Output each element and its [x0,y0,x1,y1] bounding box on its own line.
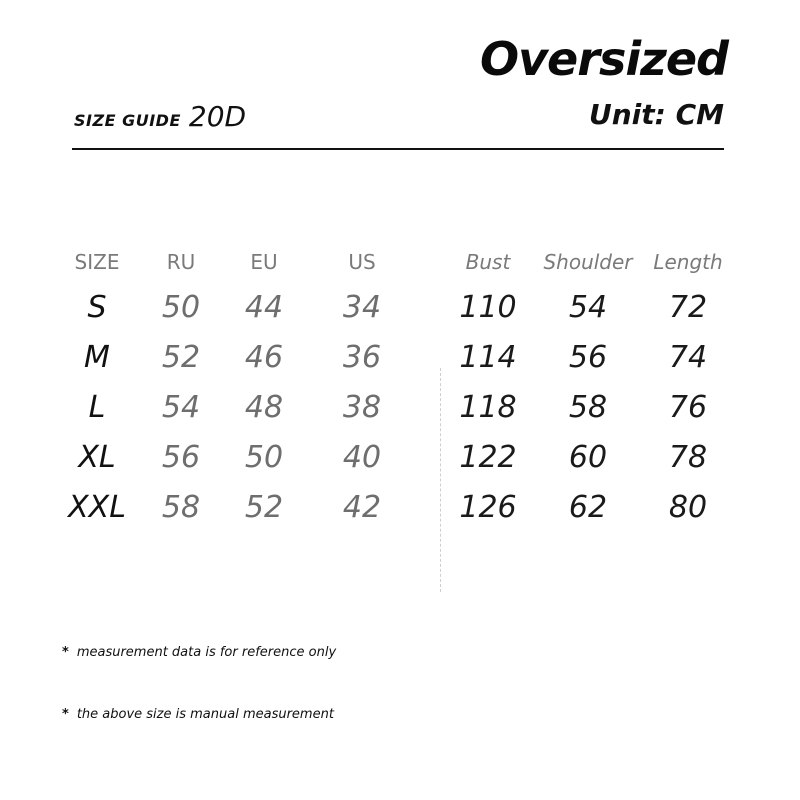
table-cell-us: 36 [342,340,382,375]
table-cell-length: 74 [668,340,708,375]
table-cell-ru: 52 [161,340,201,375]
table-cell-eu: 46 [244,340,284,375]
table-cell-ru: 56 [161,440,201,475]
table-cell-size: S [87,290,107,325]
column-header-us: US [348,250,376,274]
table-cell-size: M [84,340,110,375]
note-text: the above size is manual measurement [76,707,334,722]
table-cell-ru: 58 [161,490,201,525]
table-cell-length: 78 [668,440,708,475]
page-title: Oversized [479,32,728,86]
table-cell-bust: 118 [459,390,517,425]
column-header-size: SIZE [74,250,120,274]
table-cell-shoulder: 58 [568,390,608,425]
table-cell-size: L [88,390,106,425]
size-guide-code: 20D [188,100,247,133]
table-cell-shoulder: 60 [568,440,608,475]
note-reference [62,645,336,660]
table-cell-bust: 126 [459,490,517,525]
table-cell-bust: 114 [459,340,517,375]
unit-label: Unit: CM [588,98,724,131]
table-cell-eu: 50 [244,440,284,475]
table-cell-bust: 122 [459,440,517,475]
table-cell-us: 42 [342,490,382,525]
table-cell-ru: 50 [161,290,201,325]
table-cell-us: 38 [342,390,382,425]
column-header-shoulder: Shoulder [543,250,633,274]
table-cell-size: XXL [68,490,126,525]
column-header-ru: RU [166,250,196,274]
table-cell-bust: 110 [459,290,517,325]
note-star: * [62,707,69,722]
table-cell-shoulder: 62 [568,490,608,525]
table-cell-us: 40 [342,440,382,475]
table-cell-eu: 52 [244,490,284,525]
column-header-length: Length [653,250,723,274]
table-cell-us: 34 [342,290,382,325]
table-cell-ru: 54 [161,390,201,425]
note-manual [62,707,334,722]
table-cell-shoulder: 56 [568,340,608,375]
size-guide-label: SIZE GUIDE [74,111,181,130]
table-cell-length: 76 [668,390,708,425]
table-cell-size: XL [78,440,116,475]
table-cell-length: 72 [668,290,708,325]
table-cell-length: 80 [668,490,708,525]
note-star: * [62,645,69,660]
table-cell-eu: 44 [244,290,284,325]
table-cell-eu: 48 [244,390,284,425]
note-text: measurement data is for reference only [76,645,337,660]
column-header-bust: Bust [465,250,511,274]
table-cell-shoulder: 54 [568,290,608,325]
column-header-eu: EU [250,250,278,274]
